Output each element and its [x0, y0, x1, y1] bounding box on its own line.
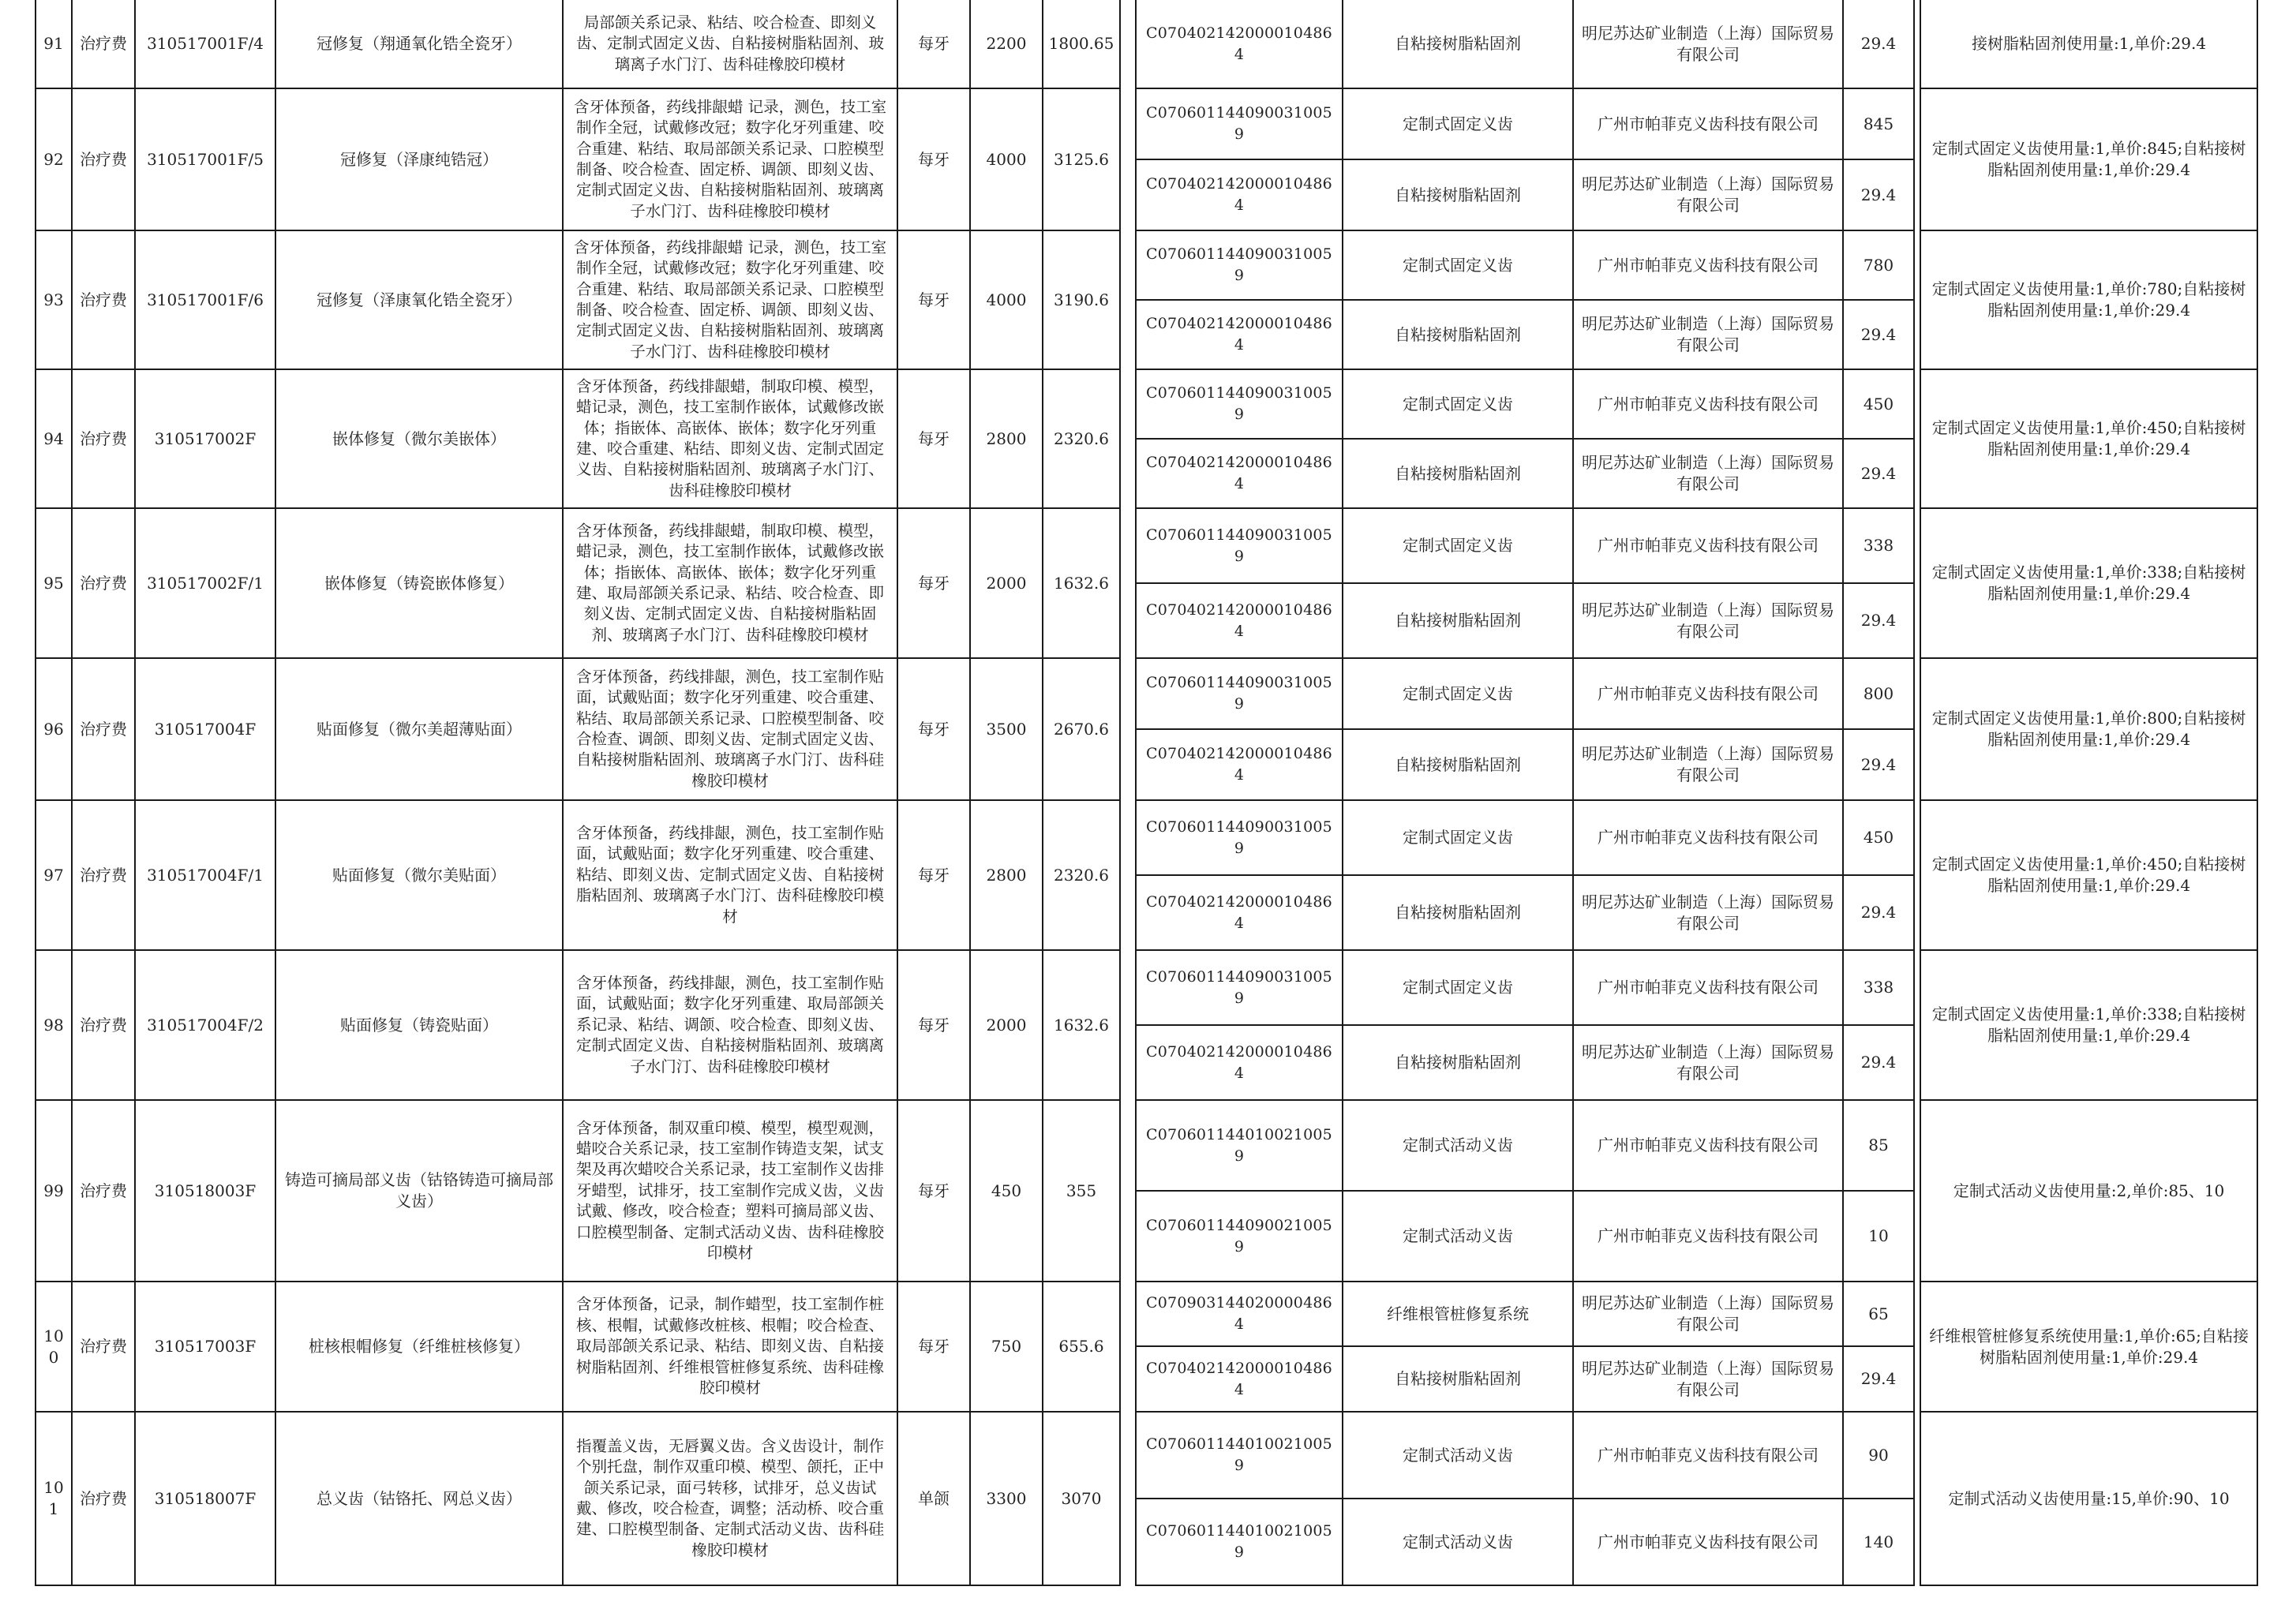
item-name: 铸造可摘局部义齿（钴铬铸造可摘局部义齿）	[275, 1100, 563, 1282]
material-code: C0706011440900210059	[1136, 1191, 1343, 1282]
table-row	[36, 0, 2257, 88]
material-name: 自粘接树脂粘固剂	[1343, 0, 1573, 88]
item-name: 嵌体修复（微尔美嵌体）	[275, 369, 563, 508]
row-number: 93	[36, 230, 72, 369]
item-name: 桩核根帽修复（纤维桩核修复）	[275, 1282, 563, 1412]
pricing-unit: 每牙	[897, 800, 970, 950]
column-gap	[1914, 1412, 1920, 1585]
item-content: 含牙体预备，药线排龈，测色，技工室制作贴面，试戴贴面；数字化牙列重建、咬合重建、粘结、取局部颌关系记录、口腔模型制备、咬合检查、调颌、即刻义齿、定制式固定义齿、自粘接树脂粘固剂、玻璃离子水门汀、齿科硅橡胶印模材	[563, 658, 897, 800]
material-code: C0704021420000104864	[1136, 583, 1343, 658]
price-secondary: 3190.6	[1043, 230, 1120, 369]
price-secondary: 1800.65	[1043, 0, 1120, 88]
vendor-name: 广州市帕菲克义齿科技有限公司	[1573, 1499, 1843, 1585]
price-table	[35, 0, 2258, 1586]
vendor-name: 明尼苏达矿业制造（上海）国际贸易有限公司	[1573, 875, 1843, 950]
column-gap	[1914, 88, 1920, 230]
column-gap	[1914, 230, 1920, 369]
material-price: 29.4	[1843, 159, 1914, 230]
material-name: 自粘接树脂粘固剂	[1343, 729, 1573, 800]
item-content: 含牙体预备，药线排龈，测色，技工室制作贴面，试戴贴面；数字化牙列重建、取局部颌关系记录、粘结、调颌、咬合检查、即刻义齿、定制式固定义齿、自粘接树脂粘固剂、玻璃离子水门汀、齿科硅橡胶印模材	[563, 950, 897, 1100]
material-price: 65	[1843, 1282, 1914, 1346]
vendor-name: 广州市帕菲克义齿科技有限公司	[1573, 1412, 1843, 1499]
price-secondary: 1632.6	[1043, 508, 1120, 658]
fee-category: 治疗费	[72, 230, 135, 369]
column-gap	[1914, 800, 1920, 950]
fee-category: 治疗费	[72, 1282, 135, 1412]
material-name: 定制式固定义齿	[1343, 508, 1573, 583]
material-name: 定制式固定义齿	[1343, 800, 1573, 875]
item-content: 局部颌关系记录、粘结、咬合检查、即刻义齿、定制式固定义齿、自粘接树脂粘固剂、玻璃离子水门汀、齿科硅橡胶印模材	[563, 0, 897, 88]
pricing-unit: 每牙	[897, 508, 970, 658]
material-name: 定制式活动义齿	[1343, 1191, 1573, 1282]
item-code: 310517004F/1	[135, 800, 275, 950]
fee-category: 治疗费	[72, 0, 135, 88]
usage-note: 定制式固定义齿使用量:1,单价:450;自粘接树脂粘固剂使用量:1,单价:29.4	[1920, 800, 2257, 950]
price: 450	[970, 1100, 1043, 1282]
row-number: 98	[36, 950, 72, 1100]
item-content: 含牙体预备，药线排龈蜡 记录，测色，技工室制作全冠，试戴修改冠；数字化牙列重建、咬合重建、粘结、取局部颌关系记录、口腔模型制备、咬合检查、固定桥、调颌、即刻义齿、定制式固定义齿、自粘接树脂粘固剂、玻璃离子水门汀、齿科硅橡胶印模材	[563, 230, 897, 369]
price-secondary: 2320.6	[1043, 369, 1120, 508]
vendor-name: 广州市帕菲克义齿科技有限公司	[1573, 950, 1843, 1025]
fee-category: 治疗费	[72, 1100, 135, 1282]
material-name: 自粘接树脂粘固剂	[1343, 875, 1573, 950]
pricing-unit: 每牙	[897, 88, 970, 230]
material-price: 29.4	[1843, 1346, 1914, 1412]
row-number: 99	[36, 1100, 72, 1282]
material-code: C0706011440900310059	[1136, 230, 1343, 300]
material-price: 10	[1843, 1191, 1914, 1282]
vendor-name: 明尼苏达矿业制造（上海）国际贸易有限公司	[1573, 0, 1843, 88]
column-gap	[1120, 800, 1136, 950]
material-name: 定制式活动义齿	[1343, 1412, 1573, 1499]
item-code: 310517001F/6	[135, 230, 275, 369]
column-gap	[1914, 1100, 1920, 1282]
pricing-unit: 每牙	[897, 0, 970, 88]
item-code: 310517004F/2	[135, 950, 275, 1100]
material-name: 自粘接树脂粘固剂	[1343, 583, 1573, 658]
material-name: 定制式活动义齿	[1343, 1499, 1573, 1585]
column-gap	[1120, 88, 1136, 230]
column-gap	[1120, 369, 1136, 508]
material-name: 自粘接树脂粘固剂	[1343, 439, 1573, 508]
price-secondary: 2320.6	[1043, 800, 1120, 950]
material-price: 338	[1843, 950, 1914, 1025]
vendor-name: 广州市帕菲克义齿科技有限公司	[1573, 508, 1843, 583]
material-code: C0706011440900310059	[1136, 508, 1343, 583]
material-price: 780	[1843, 230, 1914, 300]
material-code: C0704021420000104864	[1136, 0, 1343, 88]
row-number: 95	[36, 508, 72, 658]
usage-note: 定制式固定义齿使用量:1,单价:338;自粘接树脂粘固剂使用量:1,单价:29.4	[1920, 950, 2257, 1100]
fee-category: 治疗费	[72, 88, 135, 230]
material-code: C0704021420000104864	[1136, 300, 1343, 369]
price: 2800	[970, 800, 1043, 950]
material-code: C0704021420000104864	[1136, 159, 1343, 230]
fee-category: 治疗费	[72, 658, 135, 800]
row-number: 97	[36, 800, 72, 950]
row-number: 94	[36, 369, 72, 508]
material-name: 纤维根管桩修复系统	[1343, 1282, 1573, 1346]
material-price: 845	[1843, 88, 1914, 159]
item-code: 310517002F	[135, 369, 275, 508]
item-content: 含牙体预备，药线排龈蜡，制取印模、模型，蜡记录，测色，技工室制作嵌体，试戴修改嵌体；指嵌体、高嵌体、嵌体；数字化牙列重建、咬合重建、粘结、即刻义齿、定制式固定义齿、自粘接树脂粘固剂、玻璃离子水门汀、齿科硅橡胶印模材	[563, 369, 897, 508]
material-code: C0706011440100210059	[1136, 1100, 1343, 1191]
item-code: 310518007F	[135, 1412, 275, 1585]
fee-category: 治疗费	[72, 369, 135, 508]
usage-note: 定制式活动义齿使用量:2,单价:85、10	[1920, 1100, 2257, 1282]
pricing-unit: 每牙	[897, 369, 970, 508]
table-row	[36, 1100, 2257, 1191]
table-row	[36, 369, 2257, 439]
table-row	[36, 658, 2257, 729]
material-price: 29.4	[1843, 875, 1914, 950]
table-row	[36, 1412, 2257, 1499]
material-code: C0706011440900310059	[1136, 800, 1343, 875]
usage-note: 定制式固定义齿使用量:1,单价:845;自粘接树脂粘固剂使用量:1,单价:29.4	[1920, 88, 2257, 230]
table-row	[36, 88, 2257, 159]
column-gap	[1120, 1100, 1136, 1282]
vendor-name: 广州市帕菲克义齿科技有限公司	[1573, 1100, 1843, 1191]
usage-note: 接树脂粘固剂使用量:1,单价:29.4	[1920, 0, 2257, 88]
material-price: 450	[1843, 369, 1914, 439]
item-content: 含牙体预备，药线排龈蜡 记录，测色，技工室制作全冠，试戴修改冠；数字化牙列重建、咬合重建、粘结、取局部颌关系记录、口腔模型制备、咬合检查、固定桥、调颌、即刻义齿、定制式固定义齿、自粘接树脂粘固剂、玻璃离子水门汀、齿科硅橡胶印模材	[563, 88, 897, 230]
pricing-unit: 单颌	[897, 1412, 970, 1585]
pricing-unit: 每牙	[897, 950, 970, 1100]
vendor-name: 广州市帕菲克义齿科技有限公司	[1573, 230, 1843, 300]
pricing-unit: 每牙	[897, 230, 970, 369]
usage-note: 定制式固定义齿使用量:1,单价:780;自粘接树脂粘固剂使用量:1,单价:29.4	[1920, 230, 2257, 369]
material-name: 自粘接树脂粘固剂	[1343, 1346, 1573, 1412]
material-code: C0706011440900310059	[1136, 369, 1343, 439]
usage-note: 纤维根管桩修复系统使用量:1,单价:65;自粘接树脂粘固剂使用量:1,单价:29.4	[1920, 1282, 2257, 1412]
price: 750	[970, 1282, 1043, 1412]
item-name: 贴面修复（微尔美贴面）	[275, 800, 563, 950]
vendor-name: 明尼苏达矿业制造（上海）国际贸易有限公司	[1573, 583, 1843, 658]
column-gap	[1914, 508, 1920, 658]
row-number: 96	[36, 658, 72, 800]
material-name: 自粘接树脂粘固剂	[1343, 1025, 1573, 1100]
usage-note: 定制式固定义齿使用量:1,单价:338;自粘接树脂粘固剂使用量:1,单价:29.4	[1920, 508, 2257, 658]
material-price: 90	[1843, 1412, 1914, 1499]
material-price: 29.4	[1843, 583, 1914, 658]
material-name: 定制式固定义齿	[1343, 950, 1573, 1025]
material-name: 定制式固定义齿	[1343, 369, 1573, 439]
vendor-name: 明尼苏达矿业制造（上海）国际贸易有限公司	[1573, 439, 1843, 508]
vendor-name: 明尼苏达矿业制造（上海）国际贸易有限公司	[1573, 300, 1843, 369]
item-content: 含牙体预备，记录，制作蜡型，技工室制作桩核、根帽，试戴修改桩核、根帽；咬合检查、取局部颌关系记录、粘结、即刻义齿、自粘接树脂粘固剂、纤维根管桩修复系统、齿科硅橡胶印模材	[563, 1282, 897, 1412]
price: 4000	[970, 230, 1043, 369]
item-name: 贴面修复（铸瓷贴面）	[275, 950, 563, 1100]
item-code: 310517001F/5	[135, 88, 275, 230]
vendor-name: 广州市帕菲克义齿科技有限公司	[1573, 1191, 1843, 1282]
vendor-name: 明尼苏达矿业制造（上海）国际贸易有限公司	[1573, 1282, 1843, 1346]
column-gap	[1914, 369, 1920, 508]
pricing-unit: 每牙	[897, 1100, 970, 1282]
material-name: 定制式活动义齿	[1343, 1100, 1573, 1191]
column-gap	[1120, 1282, 1136, 1412]
item-content: 含牙体预备，药线排龈，测色，技工室制作贴面，试戴贴面；数字化牙列重建、咬合重建、粘结、即刻义齿、定制式固定义齿、自粘接树脂粘固剂、玻璃离子水门汀、齿科硅橡胶印模材	[563, 800, 897, 950]
item-name: 总义齿（钴铬托、网总义齿）	[275, 1412, 563, 1585]
material-price: 85	[1843, 1100, 1914, 1191]
material-code: C0704021420000104864	[1136, 1346, 1343, 1412]
table-row	[36, 800, 2257, 875]
item-code: 310517004F	[135, 658, 275, 800]
price-secondary: 2670.6	[1043, 658, 1120, 800]
item-content: 含牙体预备，药线排龈蜡，制取印模、模型，蜡记录，测色，技工室制作嵌体，试戴修改嵌体；指嵌体、高嵌体、嵌体；数字化牙列重建、取局部颌关系记录、粘结、咬合检查、即刻义齿、定制式固定义齿、自粘接树脂粘固剂、玻璃离子水门汀、齿科硅橡胶印模材	[563, 508, 897, 658]
pricing-unit: 每牙	[897, 658, 970, 800]
material-code: C0706011440100210059	[1136, 1412, 1343, 1499]
material-price: 800	[1843, 658, 1914, 729]
material-code: C0704021420000104864	[1136, 875, 1343, 950]
item-name: 嵌体修复（铸瓷嵌体修复）	[275, 508, 563, 658]
column-gap	[1120, 1412, 1136, 1585]
row-number: 91	[36, 0, 72, 88]
vendor-name: 广州市帕菲克义齿科技有限公司	[1573, 369, 1843, 439]
material-code: C0704021420000104864	[1136, 729, 1343, 800]
material-price: 29.4	[1843, 729, 1914, 800]
column-gap	[1120, 508, 1136, 658]
item-name: 冠修复（泽康纯锆冠）	[275, 88, 563, 230]
column-gap	[1120, 230, 1136, 369]
price: 2000	[970, 950, 1043, 1100]
material-code: C0706011440100210059	[1136, 1499, 1343, 1585]
item-code: 310517002F/1	[135, 508, 275, 658]
price-secondary: 3125.6	[1043, 88, 1120, 230]
item-code: 310517001F/4	[135, 0, 275, 88]
fee-category: 治疗费	[72, 1412, 135, 1585]
vendor-name: 明尼苏达矿业制造（上海）国际贸易有限公司	[1573, 1346, 1843, 1412]
vendor-name: 明尼苏达矿业制造（上海）国际贸易有限公司	[1573, 729, 1843, 800]
item-content: 含牙体预备，制双重印模、模型，模型观测，蜡咬合关系记录，技工室制作铸造支架，试支架及再次蜡咬合关系记录，技工室制作义齿排牙蜡型，试排牙，技工室制作完成义齿，义齿试戴、修改，咬合检查；塑料可摘局部义齿、口腔模型制备、定制式活动义齿、齿科硅橡胶印模材	[563, 1100, 897, 1282]
column-gap	[1120, 950, 1136, 1100]
material-name: 定制式固定义齿	[1343, 230, 1573, 300]
material-price: 338	[1843, 508, 1914, 583]
price: 2800	[970, 369, 1043, 508]
column-gap	[1914, 658, 1920, 800]
price-secondary: 655.6	[1043, 1282, 1120, 1412]
material-price: 29.4	[1843, 439, 1914, 508]
usage-note: 定制式固定义齿使用量:1,单价:800;自粘接树脂粘固剂使用量:1,单价:29.4	[1920, 658, 2257, 800]
material-name: 定制式固定义齿	[1343, 88, 1573, 159]
usage-note: 定制式活动义齿使用量:15,单价:90、10	[1920, 1412, 2257, 1585]
pricing-unit: 每牙	[897, 1282, 970, 1412]
item-code: 310518003F	[135, 1100, 275, 1282]
item-name: 贴面修复（微尔美超薄贴面）	[275, 658, 563, 800]
price: 2200	[970, 0, 1043, 88]
column-gap	[1914, 0, 1920, 88]
material-name: 自粘接树脂粘固剂	[1343, 159, 1573, 230]
table-row	[36, 950, 2257, 1025]
vendor-name: 明尼苏达矿业制造（上海）国际贸易有限公司	[1573, 159, 1843, 230]
column-gap	[1914, 1282, 1920, 1412]
material-price: 29.4	[1843, 300, 1914, 369]
vendor-name: 广州市帕菲克义齿科技有限公司	[1573, 800, 1843, 875]
material-price: 29.4	[1843, 0, 1914, 88]
column-gap	[1120, 658, 1136, 800]
row-number: 100	[36, 1282, 72, 1412]
item-name: 冠修复（翔通氧化锆全瓷牙）	[275, 0, 563, 88]
material-price: 450	[1843, 800, 1914, 875]
item-name: 冠修复（泽康氧化锆全瓷牙）	[275, 230, 563, 369]
price: 3500	[970, 658, 1043, 800]
item-code: 310517003F	[135, 1282, 275, 1412]
table-row	[36, 1282, 2257, 1346]
price-secondary: 3070	[1043, 1412, 1120, 1585]
material-price: 140	[1843, 1499, 1914, 1585]
material-name: 定制式固定义齿	[1343, 658, 1573, 729]
item-content: 指覆盖义齿，无唇翼义齿。含义齿设计，制作个别托盘，制作双重印模、模型、颌托，正中颌关系记录，面弓转移，试排牙，总义齿试戴、修改，咬合检查，调整；活动桥、咬合重建、口腔模型制备、定制式活动义齿、齿科硅橡胶印模材	[563, 1412, 897, 1585]
table-row	[36, 230, 2257, 300]
material-code: C0704021420000104864	[1136, 1025, 1343, 1100]
fee-category: 治疗费	[72, 508, 135, 658]
vendor-name: 广州市帕菲克义齿科技有限公司	[1573, 658, 1843, 729]
price-secondary: 1632.6	[1043, 950, 1120, 1100]
vendor-name: 明尼苏达矿业制造（上海）国际贸易有限公司	[1573, 1025, 1843, 1100]
vendor-name: 广州市帕菲克义齿科技有限公司	[1573, 88, 1843, 159]
column-gap	[1914, 950, 1920, 1100]
row-number: 92	[36, 88, 72, 230]
material-price: 29.4	[1843, 1025, 1914, 1100]
price: 3300	[970, 1412, 1043, 1585]
fee-category: 治疗费	[72, 950, 135, 1100]
fee-category: 治疗费	[72, 800, 135, 950]
material-code: C0706011440900310059	[1136, 88, 1343, 159]
material-name: 自粘接树脂粘固剂	[1343, 300, 1573, 369]
price-secondary: 355	[1043, 1100, 1120, 1282]
material-code: C0709031440200004864	[1136, 1282, 1343, 1346]
material-code: C0706011440900310059	[1136, 950, 1343, 1025]
price: 2000	[970, 508, 1043, 658]
row-number: 101	[36, 1412, 72, 1585]
price: 4000	[970, 88, 1043, 230]
material-code: C0706011440900310059	[1136, 658, 1343, 729]
material-code: C0704021420000104864	[1136, 439, 1343, 508]
column-gap	[1120, 0, 1136, 88]
usage-note: 定制式固定义齿使用量:1,单价:450;自粘接树脂粘固剂使用量:1,单价:29.4	[1920, 369, 2257, 508]
table-row	[36, 508, 2257, 583]
